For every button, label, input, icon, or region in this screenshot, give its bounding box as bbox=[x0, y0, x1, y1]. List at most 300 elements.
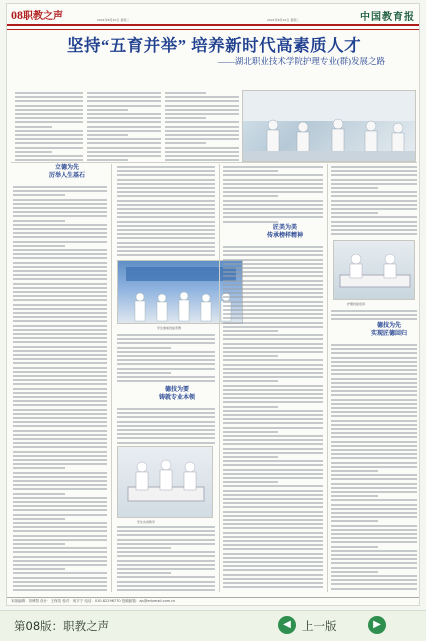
photo-classroom-graphic bbox=[243, 91, 416, 162]
text-line bbox=[165, 105, 239, 107]
text-line bbox=[13, 186, 107, 188]
text-line bbox=[331, 373, 417, 375]
text-line bbox=[331, 212, 378, 214]
text-line bbox=[331, 183, 417, 185]
text-line bbox=[223, 195, 278, 197]
text-line bbox=[13, 472, 107, 474]
text-line bbox=[13, 547, 107, 549]
text-line bbox=[117, 412, 215, 414]
photo-nursing bbox=[333, 240, 415, 300]
photo-classroom bbox=[242, 90, 416, 162]
text-line bbox=[13, 358, 107, 360]
text-line bbox=[223, 427, 323, 429]
next-page-button[interactable] bbox=[368, 616, 386, 634]
text-line bbox=[331, 550, 417, 552]
prev-page-label[interactable]: 上一版 bbox=[302, 619, 337, 633]
text-line bbox=[13, 451, 107, 453]
text-line bbox=[117, 368, 215, 370]
section-subtitle-3 bbox=[255, 224, 315, 240]
text-line bbox=[117, 229, 215, 231]
text-line bbox=[13, 203, 107, 205]
text-line bbox=[87, 113, 161, 115]
text-line bbox=[117, 534, 215, 536]
text-line bbox=[223, 275, 323, 277]
text-line bbox=[87, 159, 128, 161]
text-line bbox=[13, 484, 107, 486]
text-line bbox=[13, 388, 107, 390]
text-line bbox=[13, 409, 107, 411]
text-line bbox=[223, 481, 278, 483]
text-line bbox=[223, 536, 323, 538]
text-line bbox=[13, 346, 107, 348]
text-line bbox=[331, 457, 417, 459]
text-line bbox=[331, 225, 417, 227]
text-line bbox=[13, 505, 107, 507]
text-line bbox=[223, 309, 323, 311]
text-line bbox=[117, 216, 215, 218]
text-line bbox=[331, 520, 378, 522]
text-line bbox=[223, 506, 323, 508]
text-line bbox=[117, 555, 215, 557]
text-line bbox=[13, 341, 107, 343]
text-line bbox=[13, 446, 107, 448]
text-line bbox=[223, 385, 323, 387]
text-line bbox=[223, 393, 323, 395]
text-line bbox=[13, 438, 107, 440]
text-line bbox=[331, 365, 417, 367]
text-line bbox=[223, 359, 323, 361]
text-line bbox=[13, 253, 107, 255]
text-line bbox=[117, 425, 215, 427]
article-subheadline: ——湖北职业技术学院护理专业(群)发展之路 bbox=[217, 56, 385, 66]
text-line bbox=[15, 109, 83, 111]
text-line bbox=[331, 453, 417, 455]
text-line bbox=[223, 418, 323, 420]
text-line bbox=[223, 574, 323, 576]
text-line bbox=[117, 429, 215, 431]
text-line bbox=[223, 372, 323, 374]
text-line bbox=[165, 92, 206, 94]
text-line bbox=[223, 313, 323, 315]
text-line bbox=[165, 96, 239, 98]
text-line bbox=[331, 508, 417, 510]
text-line bbox=[331, 491, 417, 493]
text-line bbox=[223, 301, 323, 303]
text-line bbox=[117, 225, 215, 227]
text-line bbox=[331, 221, 417, 223]
column-rule-2 bbox=[219, 164, 220, 592]
text-line bbox=[15, 126, 52, 128]
section-name: 职教之声 bbox=[23, 11, 63, 22]
text-line bbox=[13, 535, 107, 537]
text-line bbox=[331, 436, 417, 438]
text-line bbox=[331, 314, 417, 316]
text-line bbox=[117, 380, 215, 382]
text-line bbox=[13, 379, 107, 381]
text-line bbox=[331, 407, 417, 409]
text-line bbox=[15, 138, 83, 140]
text-line bbox=[117, 212, 215, 214]
text-line bbox=[223, 439, 323, 441]
text-line bbox=[223, 166, 323, 168]
newspaper-page bbox=[6, 3, 420, 606]
text-line bbox=[117, 204, 215, 206]
text-line bbox=[13, 249, 107, 251]
text-line bbox=[331, 583, 417, 585]
text-line bbox=[331, 512, 417, 514]
text-line bbox=[223, 565, 323, 567]
text-line bbox=[223, 464, 323, 466]
text-line bbox=[331, 200, 417, 202]
text-line bbox=[13, 354, 107, 356]
text-line bbox=[13, 514, 107, 516]
text-line bbox=[13, 585, 107, 587]
prev-page-button[interactable] bbox=[278, 616, 296, 634]
text-line bbox=[13, 572, 107, 574]
text-line bbox=[117, 363, 215, 365]
text-line bbox=[331, 411, 417, 413]
text-line bbox=[87, 155, 161, 157]
text-line bbox=[87, 130, 161, 132]
text-line bbox=[223, 216, 323, 218]
text-line bbox=[331, 529, 417, 531]
text-line bbox=[87, 92, 161, 94]
section-title bbox=[11, 7, 63, 23]
text-line bbox=[15, 159, 83, 161]
text-line bbox=[117, 547, 171, 549]
text-line bbox=[117, 576, 215, 578]
text-line bbox=[117, 526, 215, 528]
text-line bbox=[331, 487, 417, 489]
top-block-rule bbox=[11, 162, 417, 163]
text-line bbox=[13, 245, 65, 247]
text-line bbox=[117, 572, 171, 574]
viewer-nav-bar bbox=[0, 610, 426, 641]
text-line bbox=[13, 577, 107, 579]
text-line bbox=[87, 105, 161, 107]
text-line bbox=[13, 211, 107, 213]
text-line bbox=[117, 372, 171, 374]
text-line bbox=[223, 368, 323, 370]
text-line bbox=[331, 382, 417, 384]
text-line bbox=[223, 582, 323, 584]
text-line bbox=[331, 204, 417, 206]
text-line bbox=[165, 151, 239, 153]
text-line bbox=[13, 400, 107, 402]
text-line bbox=[223, 532, 323, 534]
text-line bbox=[223, 280, 323, 282]
text-line bbox=[223, 221, 278, 223]
text-line bbox=[117, 233, 215, 235]
text-line bbox=[331, 318, 417, 320]
text-line bbox=[13, 413, 107, 415]
text-line bbox=[223, 443, 323, 445]
text-line bbox=[223, 347, 323, 349]
text-line bbox=[117, 242, 215, 244]
text-line bbox=[13, 539, 107, 541]
text-line bbox=[165, 126, 239, 128]
text-line bbox=[331, 403, 417, 405]
text-line bbox=[165, 138, 239, 140]
text-line bbox=[13, 488, 107, 490]
text-line bbox=[117, 166, 215, 168]
text-line bbox=[223, 267, 323, 269]
text-line bbox=[13, 270, 107, 272]
text-line bbox=[13, 308, 107, 310]
newspaper-logo: 中国教育报 bbox=[360, 12, 415, 23]
text-line bbox=[331, 428, 417, 430]
text-line bbox=[223, 250, 323, 252]
text-line bbox=[87, 117, 161, 119]
text-line bbox=[117, 254, 215, 256]
text-line bbox=[13, 291, 107, 293]
text-line bbox=[223, 502, 323, 504]
text-line bbox=[331, 525, 417, 527]
text-line bbox=[223, 208, 323, 210]
text-line bbox=[13, 283, 107, 285]
text-line bbox=[117, 338, 215, 340]
text-line bbox=[165, 117, 206, 119]
text-line bbox=[223, 334, 323, 336]
text-line bbox=[223, 527, 323, 529]
photo-caption-2: 学生实训教学 bbox=[137, 520, 156, 524]
text-line bbox=[223, 557, 323, 559]
text-line bbox=[223, 414, 323, 416]
text-line bbox=[117, 530, 215, 532]
text-line bbox=[223, 469, 323, 471]
text-line bbox=[223, 406, 278, 408]
section-subtitle-4-text: 德技为先 实现匠德回归 bbox=[370, 323, 407, 337]
text-line bbox=[331, 499, 417, 501]
text-line bbox=[117, 564, 215, 566]
text-line bbox=[331, 541, 417, 543]
photo-training bbox=[117, 446, 213, 518]
text-line bbox=[117, 539, 215, 541]
text-line bbox=[223, 523, 323, 525]
text-line bbox=[331, 571, 378, 573]
text-line bbox=[13, 589, 107, 591]
text-line bbox=[223, 578, 323, 580]
text-line bbox=[13, 199, 107, 201]
page-footer: 本版编辑：刘博智 设计：王保英 校对：何字宁 电话：010-82296770 投稿邮箱：zjs@edumail.com.cn bbox=[7, 597, 420, 605]
text-line bbox=[331, 483, 417, 485]
text-line bbox=[117, 437, 215, 439]
text-line bbox=[117, 195, 215, 197]
text-line bbox=[331, 554, 417, 556]
text-line bbox=[223, 494, 323, 496]
text-line bbox=[331, 195, 417, 197]
text-line bbox=[13, 560, 107, 562]
text-line bbox=[117, 221, 215, 223]
text-line bbox=[331, 504, 417, 506]
text-line bbox=[117, 560, 215, 562]
text-line bbox=[13, 425, 107, 427]
text-line bbox=[13, 501, 107, 503]
text-line bbox=[223, 460, 323, 462]
text-line bbox=[13, 480, 107, 482]
text-line bbox=[13, 320, 107, 322]
text-line bbox=[13, 337, 107, 339]
text-line bbox=[13, 375, 107, 377]
text-line bbox=[223, 343, 323, 345]
text-line bbox=[117, 200, 215, 202]
text-line bbox=[87, 151, 161, 153]
page-number: 08 bbox=[11, 8, 23, 22]
text-line bbox=[13, 329, 107, 331]
text-line bbox=[15, 105, 83, 107]
text-line bbox=[223, 380, 278, 382]
text-line bbox=[223, 200, 323, 202]
text-line bbox=[13, 287, 107, 289]
text-line bbox=[223, 292, 323, 294]
photo-caption-3: 护理技能培训 bbox=[347, 302, 366, 306]
text-line bbox=[223, 254, 323, 256]
text-line bbox=[87, 134, 128, 136]
text-line bbox=[87, 96, 161, 98]
text-line bbox=[223, 212, 323, 214]
photo-caption-1: 学生参加技能竞赛 bbox=[157, 326, 182, 330]
text-line bbox=[331, 399, 417, 401]
text-line bbox=[223, 317, 323, 319]
text-line bbox=[13, 467, 65, 469]
text-line bbox=[223, 187, 323, 189]
text-line bbox=[223, 259, 323, 261]
text-line bbox=[13, 304, 107, 306]
text-line bbox=[223, 204, 323, 206]
text-line bbox=[117, 408, 215, 410]
text-line bbox=[331, 361, 417, 363]
text-line bbox=[15, 92, 83, 94]
text-line bbox=[117, 183, 215, 185]
text-line bbox=[223, 364, 323, 366]
text-line bbox=[15, 147, 83, 149]
text-line bbox=[331, 394, 417, 396]
section-subtitle-1 bbox=[37, 164, 97, 180]
section-subtitle-2 bbox=[147, 386, 207, 402]
text-line bbox=[331, 170, 417, 172]
text-line bbox=[331, 208, 417, 210]
text-line bbox=[223, 485, 323, 487]
text-line bbox=[13, 568, 65, 570]
text-line bbox=[117, 208, 215, 210]
text-line bbox=[13, 551, 107, 553]
text-line bbox=[117, 191, 215, 193]
text-line bbox=[165, 155, 239, 157]
text-line bbox=[15, 155, 83, 157]
text-line bbox=[223, 183, 323, 185]
text-line bbox=[223, 515, 323, 517]
text-line bbox=[15, 151, 52, 153]
text-line bbox=[223, 569, 323, 571]
text-line bbox=[165, 121, 239, 123]
text-line bbox=[223, 544, 323, 546]
text-line bbox=[223, 326, 323, 328]
text-line bbox=[13, 396, 107, 398]
text-line bbox=[117, 237, 215, 239]
text-line bbox=[13, 526, 107, 528]
text-line bbox=[117, 442, 215, 444]
text-line bbox=[331, 352, 417, 354]
text-line bbox=[223, 511, 323, 513]
text-line bbox=[117, 250, 215, 252]
text-line bbox=[165, 109, 239, 111]
text-line bbox=[165, 100, 239, 102]
text-line bbox=[13, 228, 107, 230]
text-line bbox=[13, 417, 107, 419]
text-line bbox=[223, 284, 323, 286]
text-line bbox=[331, 369, 417, 371]
text-line bbox=[13, 530, 107, 532]
text-line bbox=[331, 478, 417, 480]
text-line bbox=[117, 568, 215, 570]
text-line bbox=[117, 585, 215, 587]
header-date-left: 2021年8月10日 星期二 bbox=[97, 18, 130, 22]
text-line bbox=[223, 376, 323, 378]
text-line bbox=[223, 452, 323, 454]
text-line bbox=[223, 519, 323, 521]
text-line bbox=[165, 142, 206, 144]
text-line bbox=[117, 589, 215, 591]
text-line bbox=[117, 551, 215, 553]
text-line bbox=[117, 351, 215, 353]
text-line bbox=[331, 546, 378, 548]
text-line bbox=[223, 330, 278, 332]
text-line bbox=[13, 333, 107, 335]
text-line bbox=[13, 325, 107, 327]
text-line bbox=[117, 342, 215, 344]
header-rule bbox=[7, 29, 420, 30]
text-line bbox=[331, 579, 417, 581]
text-line bbox=[331, 588, 417, 590]
text-line bbox=[223, 389, 323, 391]
text-line bbox=[223, 410, 323, 412]
text-line bbox=[13, 236, 107, 238]
text-line bbox=[13, 262, 107, 264]
text-line bbox=[331, 424, 417, 426]
text-line bbox=[13, 543, 65, 545]
text-line bbox=[13, 295, 107, 297]
text-line bbox=[117, 355, 215, 357]
text-line bbox=[13, 367, 107, 369]
text-line bbox=[13, 274, 107, 276]
text-line bbox=[87, 147, 161, 149]
text-line bbox=[87, 138, 161, 140]
text-line bbox=[331, 533, 417, 535]
text-line bbox=[13, 362, 107, 364]
text-line bbox=[331, 470, 378, 472]
text-line bbox=[223, 338, 323, 340]
text-line bbox=[223, 322, 323, 324]
text-line bbox=[331, 462, 417, 464]
photo-nursing-graphic bbox=[334, 241, 415, 300]
text-line bbox=[223, 456, 278, 458]
text-line bbox=[13, 434, 107, 436]
text-line bbox=[13, 266, 107, 268]
arrow-right-icon: ▶ bbox=[373, 619, 381, 630]
text-line bbox=[223, 540, 323, 542]
text-line bbox=[13, 257, 107, 259]
text-line bbox=[223, 498, 323, 500]
text-line bbox=[223, 170, 278, 172]
column-rule-1 bbox=[111, 164, 112, 592]
text-line bbox=[223, 553, 323, 555]
text-line bbox=[223, 271, 323, 273]
text-line bbox=[117, 187, 215, 189]
text-line bbox=[331, 310, 417, 312]
text-line bbox=[13, 215, 107, 217]
text-line bbox=[117, 433, 215, 435]
text-line bbox=[223, 490, 323, 492]
